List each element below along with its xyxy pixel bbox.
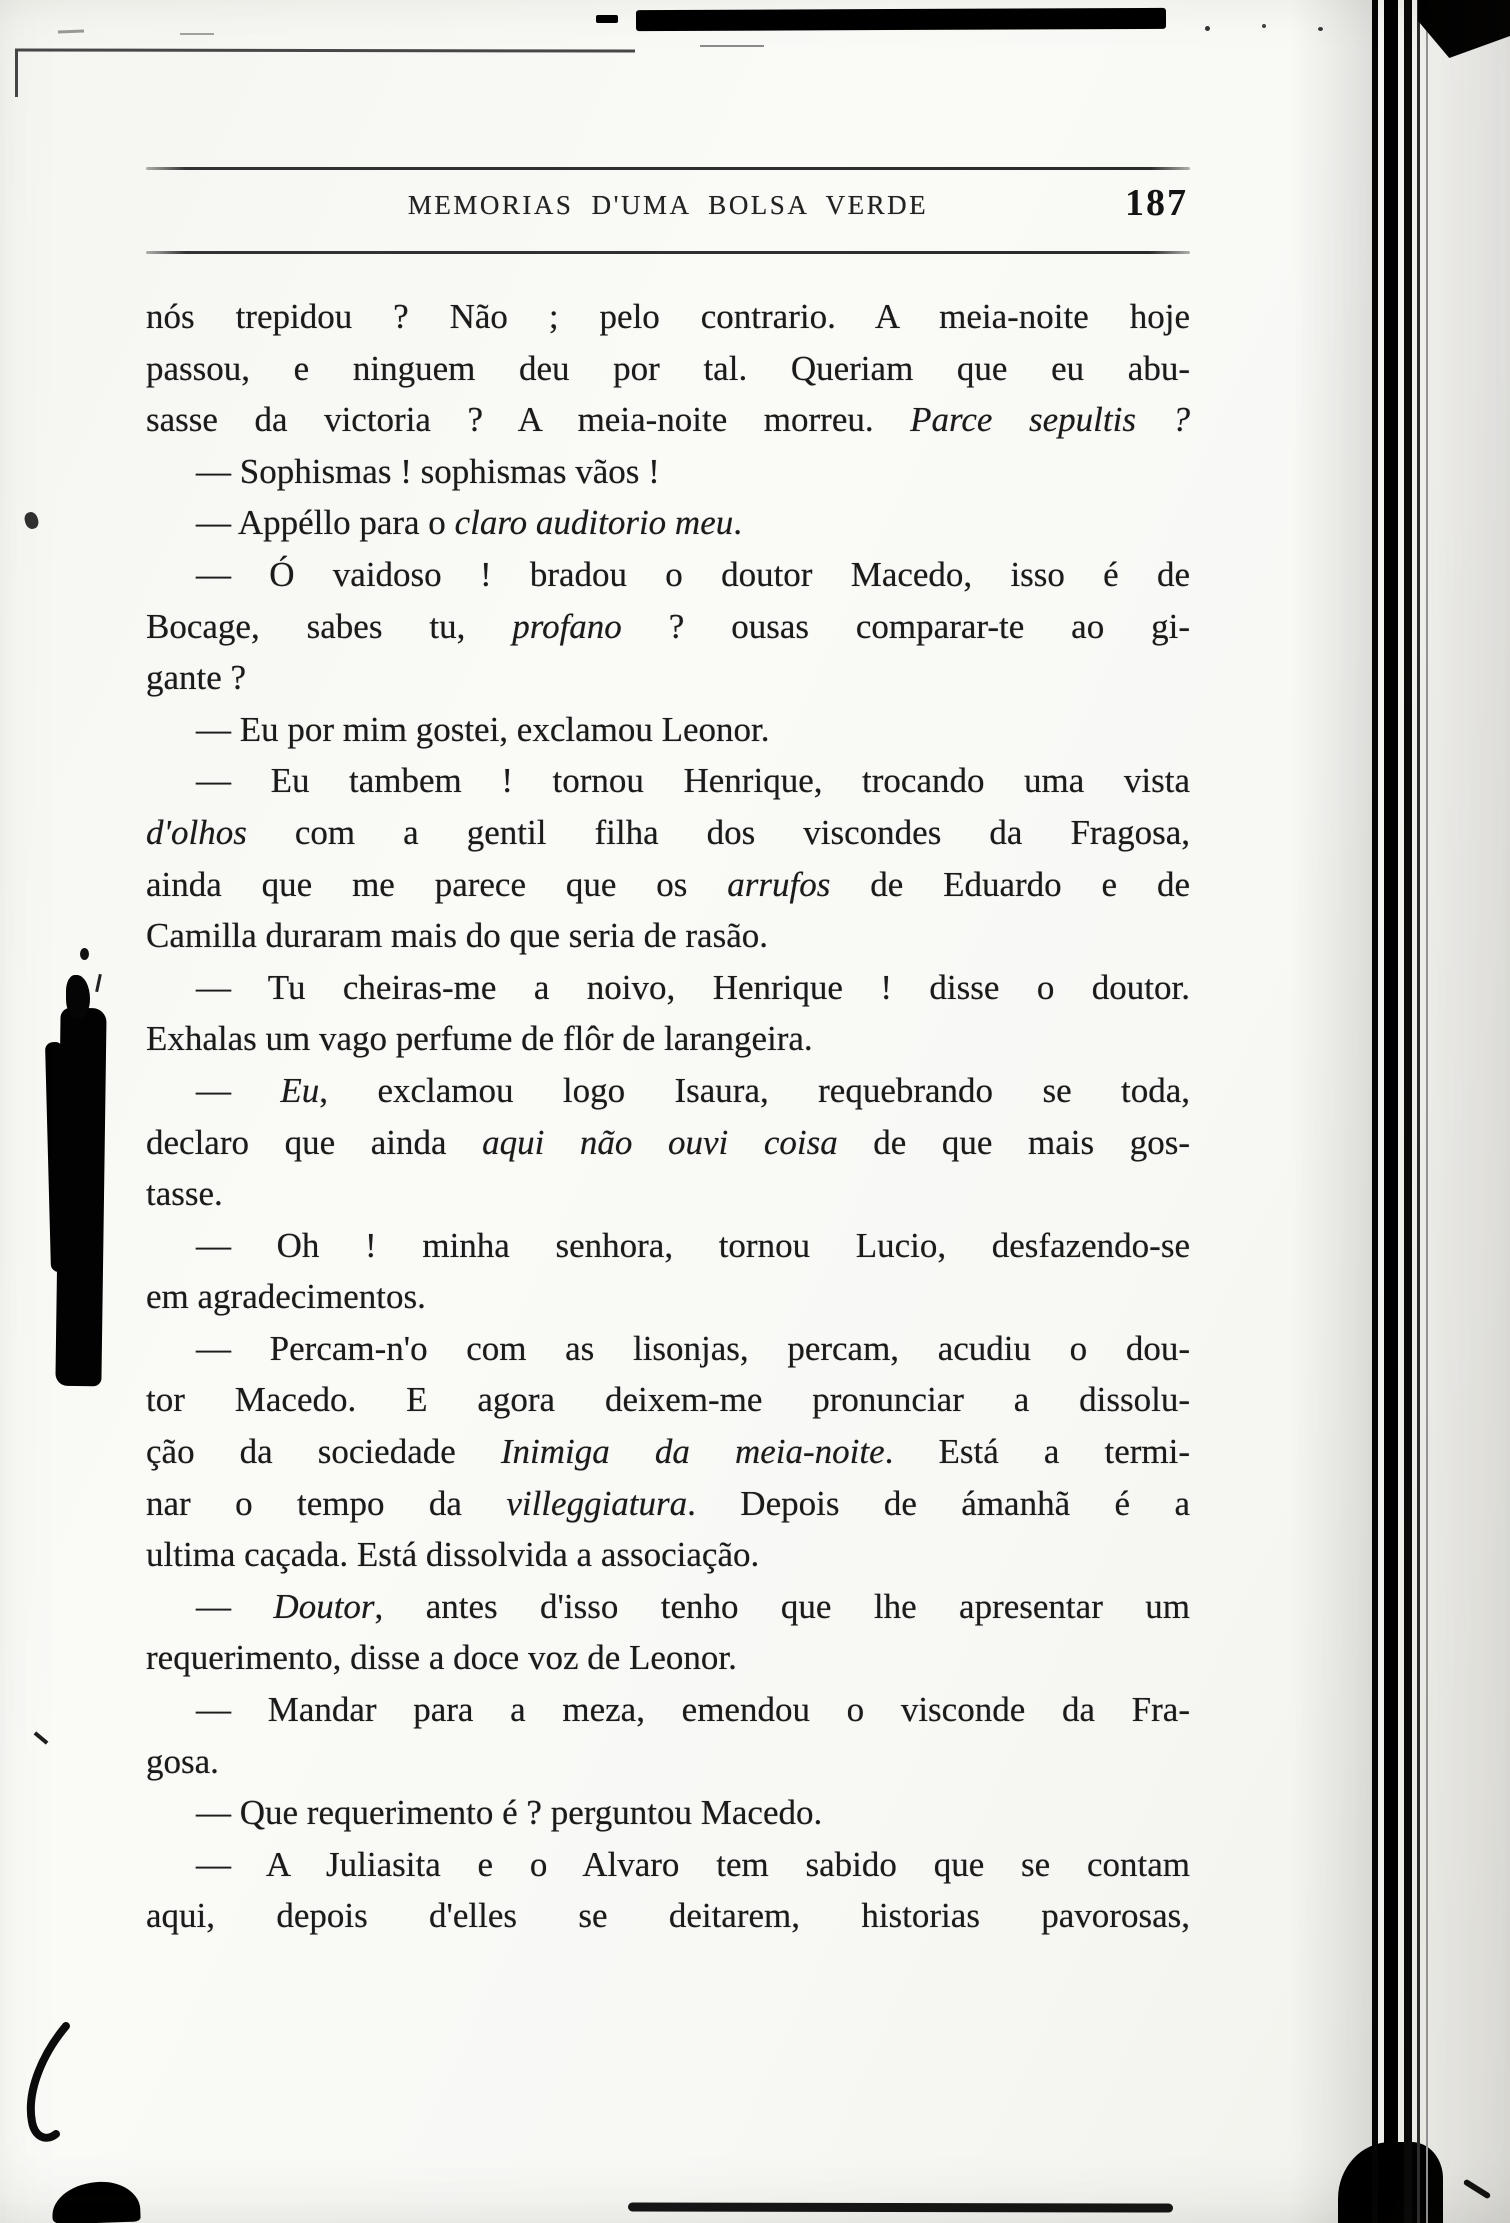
italic-text-segment: arrufos [727,864,831,904]
text-line [146,446,1190,498]
text-segment: . Depois de ámanhã é a [687,1483,1190,1523]
text-line [146,1632,1190,1684]
text-line [146,1890,1190,1942]
text-line [146,910,1190,962]
margin-ink-speck [34,1731,49,1744]
text-segment: gante ? [146,658,247,698]
italic-text-segment: profano [512,606,622,646]
page-header [146,181,1190,235]
text-line [146,1529,1190,1581]
text-segment: , exclamou logo Isaura, requebrando se toda, [319,1070,1191,1110]
text-segment: — Tu cheiras-me a noivo, Henrique ! disse o doutor. [196,967,1190,1007]
text-segment: — Oh ! minha senhora, tornou Lucio, desfazendo-se [196,1225,1190,1265]
running-title: MEMORIAS D'UMA BOLSA VERDE [407,190,929,220]
text-segment: Exhalas um vago perfume de flôr de larangeira. [146,1019,813,1059]
page-number: 187 [1125,182,1188,224]
italic-text-segment: claro auditorio meu [454,503,734,543]
text-segment: gosa. [146,1741,219,1781]
scan-edge-bottom-tick [1463,2179,1492,2200]
scan-faint-dash [58,30,84,34]
text-segment: sasse da victoria ? A meia-noite morreu. [146,400,911,440]
italic-text-segment: Eu [280,1070,320,1110]
text-segment: — Sophismas ! sophismas vãos ! [196,451,660,491]
scan-faint-dash [180,33,214,35]
text-segment: Camilla duraram mais do que seria de rasão. [146,916,769,956]
text-segment: , antes d'isso tenho que lhe apresentar um [374,1586,1190,1626]
text-segment: . [733,503,742,543]
text-segment: nar o tempo da [146,1483,507,1523]
facing-page-edge-line-horizontal [15,48,635,52]
text-line [146,1271,1190,1323]
text-line [146,343,1190,395]
scan-edge-bottom-streak [628,2202,1173,2212]
text-segment: declaro que ainda [146,1122,483,1162]
text-segment: tor Macedo. E agora deixem-me pronunciar a dissolu- [146,1380,1190,1420]
scan-edge-top-fragment [596,15,618,23]
italic-text-segment: villeggiatura [506,1483,688,1523]
body-text [146,291,1190,1942]
text-line [146,497,1190,549]
binding-corner [1418,0,1510,58]
italic-text-segment: aqui não ouvi coisa [482,1122,838,1162]
scan-faint-dash [700,45,764,47]
text-segment: — Percam-n'o com as lisonjas, percam, acudiu o dou- [196,1328,1190,1368]
italic-text-segment: Inimiga da meia-noite [500,1432,885,1472]
text-segment: ultima caçada. Está dissolvida a associação. [146,1535,760,1575]
binding-stripe [1372,0,1378,2223]
text-segment: ainda que me parece que os [146,864,728,904]
text-line [146,807,1190,859]
text-segment: — Mandar para a meza, emendou o visconde da Fra- [196,1690,1190,1730]
text-line [146,1736,1190,1788]
text-line [146,1581,1190,1633]
header-rule-top [146,167,1190,170]
text-segment: — Eu por mim gostei, exclamou Leonor. [196,709,770,749]
text-segment: . Está a termi- [884,1432,1190,1472]
text-line [146,1787,1190,1839]
text-segment: nós trepidou ? Não ; pelo contrario. A meia-noite hoje [146,297,1190,336]
pen-mark [10,2018,90,2158]
text-segment: ? ousas comparar-te ao gi- [621,606,1191,646]
facing-page-edge-line-vertical [15,49,18,97]
text-segment: Bocage, sabes tu, [146,606,513,646]
text-segment: — [196,1070,281,1110]
text-segment: tasse. [146,1174,223,1214]
text-line [146,1323,1190,1375]
text-segment: — Eu tambem ! tornou Henrique, trocando uma vista [196,761,1190,801]
text-line [146,859,1190,911]
text-segment: — Ó vaidoso ! bradou o doutor Macedo, isso é de [196,554,1190,594]
text-segment: com a gentil filha dos viscondes da Fragosa, [246,812,1190,852]
text-line [146,1426,1190,1478]
text-segment: requerimento, disse a doce voz de Leonor. [146,1638,737,1678]
text-segment: — Appéllo para o [196,503,455,543]
ink-blot [66,975,90,1019]
binding-stripe [1417,0,1420,2223]
text-line [146,704,1190,756]
ink-blot-speck [80,948,89,960]
text-segment: passou, e ninguem deu por tal. Queriam que eu abu- [146,348,1190,388]
text-line [146,1168,1190,1220]
binding-stripe [1384,0,1398,2223]
ink-blot-speck [95,974,102,992]
text-line [146,1013,1190,1065]
scan-edge-top-bar [636,8,1166,31]
text-line [146,1839,1190,1891]
italic-text-segment: Parce sepultis ? [910,400,1190,440]
text-line [146,755,1190,807]
text-line [146,1220,1190,1272]
scan-edge-bottom-blob [51,2180,140,2223]
text-line [146,652,1190,704]
binding-stripe [1426,0,1428,2223]
scan-speck-dot [1205,26,1210,31]
binding-shadow [1290,0,1372,2223]
scan-speck-dot [1262,24,1266,28]
text-segment: de que mais gos- [837,1122,1190,1162]
text-line [146,601,1190,653]
text-line [146,549,1190,601]
text-line [146,1374,1190,1426]
text-line [146,1117,1190,1169]
text-line [146,1065,1190,1117]
header-rule-bottom [146,251,1190,254]
text-segment: ção da sociedade [146,1432,501,1472]
text-segment: de Eduardo e de [830,864,1190,904]
italic-text-segment: d'olhos [146,812,247,852]
text-segment: — [196,1586,274,1626]
text-line [146,291,1190,343]
text-segment: — Que requerimento é ? perguntou Macedo. [196,1793,823,1833]
text-segment: — A Juliasita e o Alvaro tem sabido que se contam [196,1844,1190,1884]
text-line [146,1478,1190,1530]
text-line [146,1684,1190,1736]
text-segment: em agradecimentos. [146,1277,426,1317]
text-line [146,394,1190,446]
text-segment: aqui, depois d'elles se deitarem, historias pavorosas, [146,1896,1190,1936]
margin-ink-speck [23,510,41,530]
text-line [146,962,1190,1014]
italic-text-segment: Doutor [273,1586,375,1626]
binding-stripe [1404,0,1412,2223]
